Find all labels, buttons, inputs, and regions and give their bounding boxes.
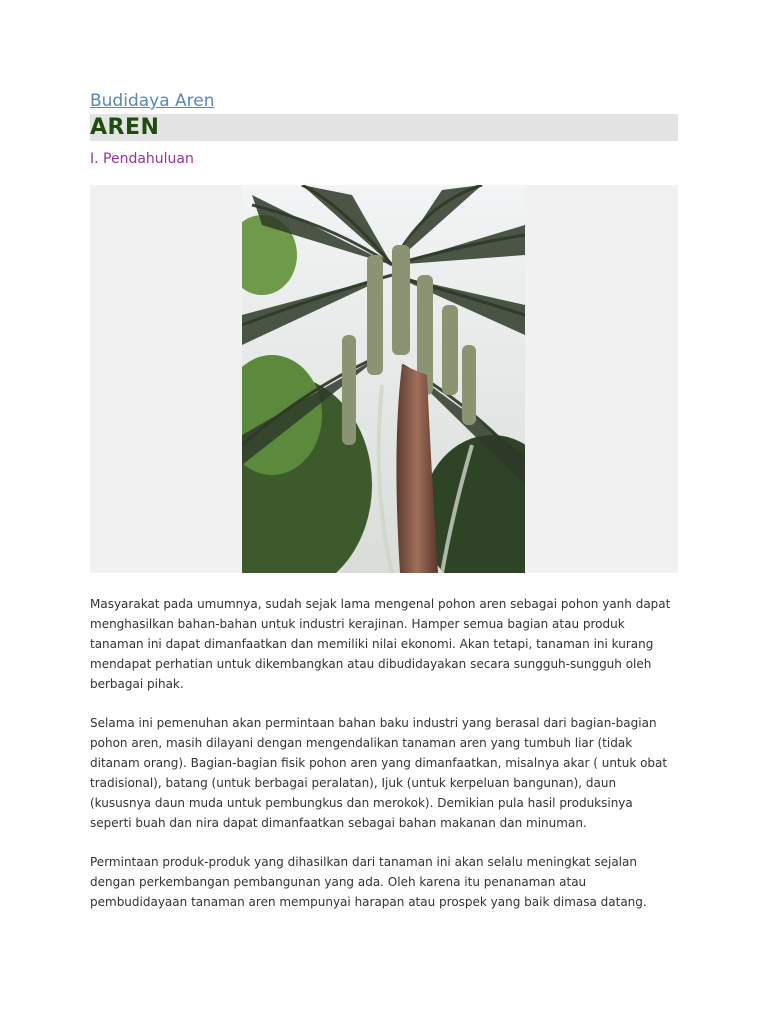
paragraph-2: Selama ini pemenuhan akan permintaan bahan baku industri yang berasal dari bagian-bagian pohon aren, masih dilayani dengan mengendalikan tanaman aren yang tumbuh liar (tidak ditanam orang). Bagian-bagian fisik pohon aren yang dimanfaatkan, misalnya akar ( untuk obat tradisional), batang (untuk berbagai peralatan), Ijuk (untuk kerpeluan bangunan), daun (kususnya daun muda untuk pembungkus dan merokok). Demikian pula hasil produksinya seperti buah dan nira dapat dimanfaatkan sebagai bahan makanan dan minuman. <box>90 716 668 830</box>
section-title: I. Pendahuluan <box>90 151 194 167</box>
blog-post <box>90 90 678 912</box>
post-heading: AREN <box>90 115 160 140</box>
blog-title-link[interactable]: Budidaya Aren <box>90 91 215 111</box>
aren-palm-photo <box>242 185 525 573</box>
photo-frame <box>90 185 678 573</box>
paragraph-1: Masyarakat pada umumnya, sudah sejak lama mengenal pohon aren sebagai pohon yanh dapat menghasilkan bahan-bahan untuk industri kerajinan. Hamper semua bagian atau produk tanaman ini dapat dimanfaatkan dan memiliki nilai ekonomi. Akan tetapi, tanaman ini kurang mendapat perhatian untuk dikembangkan atau dibudidayakan secara sungguh-sungguh oleh berbagai pihak. <box>90 597 671 691</box>
post-title-bar <box>90 114 678 141</box>
paragraph-3: Permintaan produk-produk yang dihasilkan dari tanaman ini akan selalu meningkat sejalan dengan perkembangan pembangunan yang ada. Oleh karena itu penanaman atau pembudidayaan tanaman aren mempunyai harapan atau prospek yang baik dimasa datang. <box>90 855 647 909</box>
